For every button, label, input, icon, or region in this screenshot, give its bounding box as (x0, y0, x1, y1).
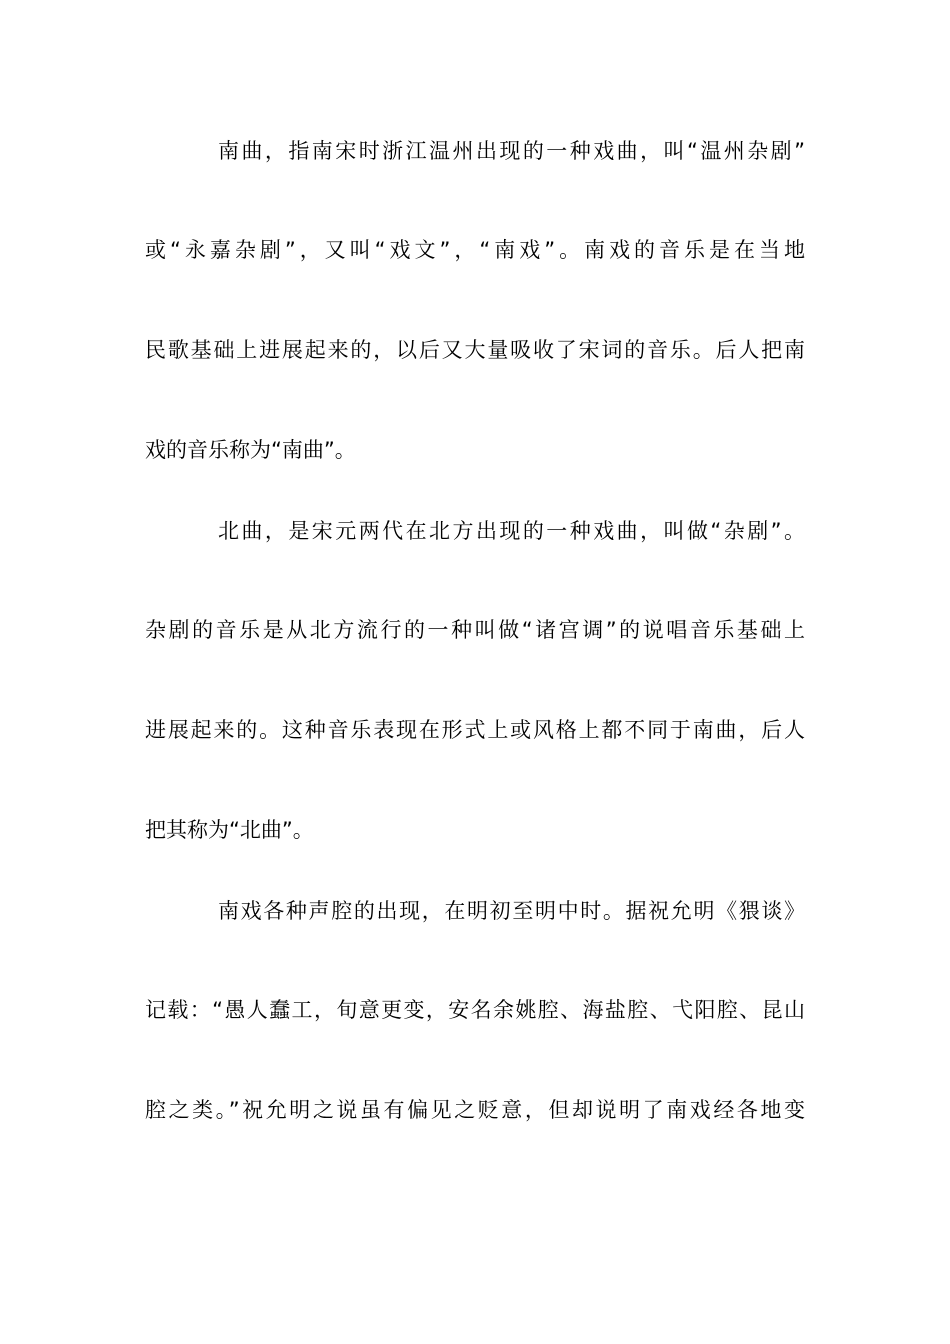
paragraph-3-line-2: 记载：“愚人蠢工，旬意更变，安名余姚腔、海盐腔、弋阳腔、昆山 (145, 998, 805, 1022)
paragraph-3-line-1: 南戏各种声腔的出现，在明初至明中时。据祝允明《猥谈》 (218, 899, 805, 923)
paragraph-2-line-3: 进展起来的。这种音乐表现在形式上或风格上都不同于南曲，后人 (145, 718, 805, 742)
paragraph-2-line-1: 北曲，是宋元两代在北方出现的一种戏曲，叫做“杂剧”。 (218, 519, 805, 543)
paragraph-2-line-2: 杂剧的音乐是从北方流行的一种叫做“诸宫调”的说唱音乐基础上 (145, 618, 805, 642)
paragraph-1-line-2: 或“永嘉杂剧”，又叫“戏文”，“南戏”。南戏的音乐是在当地 (145, 238, 805, 262)
paragraph-1-line-1: 南曲，指南宋时浙江温州出现的一种戏曲，叫“温州杂剧” (218, 139, 805, 163)
paragraph-2-line-4: 把其称为“北曲”。 (145, 818, 314, 842)
paragraph-1-line-3: 民歌基础上进展起来的，以后又大量吸收了宋词的音乐。后人把南 (145, 338, 805, 362)
paragraph-1-line-4: 戏的音乐称为“南曲”。 (145, 438, 356, 462)
paragraph-3-line-3: 腔之类。”祝允明之说虽有偏见之贬意，但却说明了南戏经各地变 (145, 1098, 805, 1122)
